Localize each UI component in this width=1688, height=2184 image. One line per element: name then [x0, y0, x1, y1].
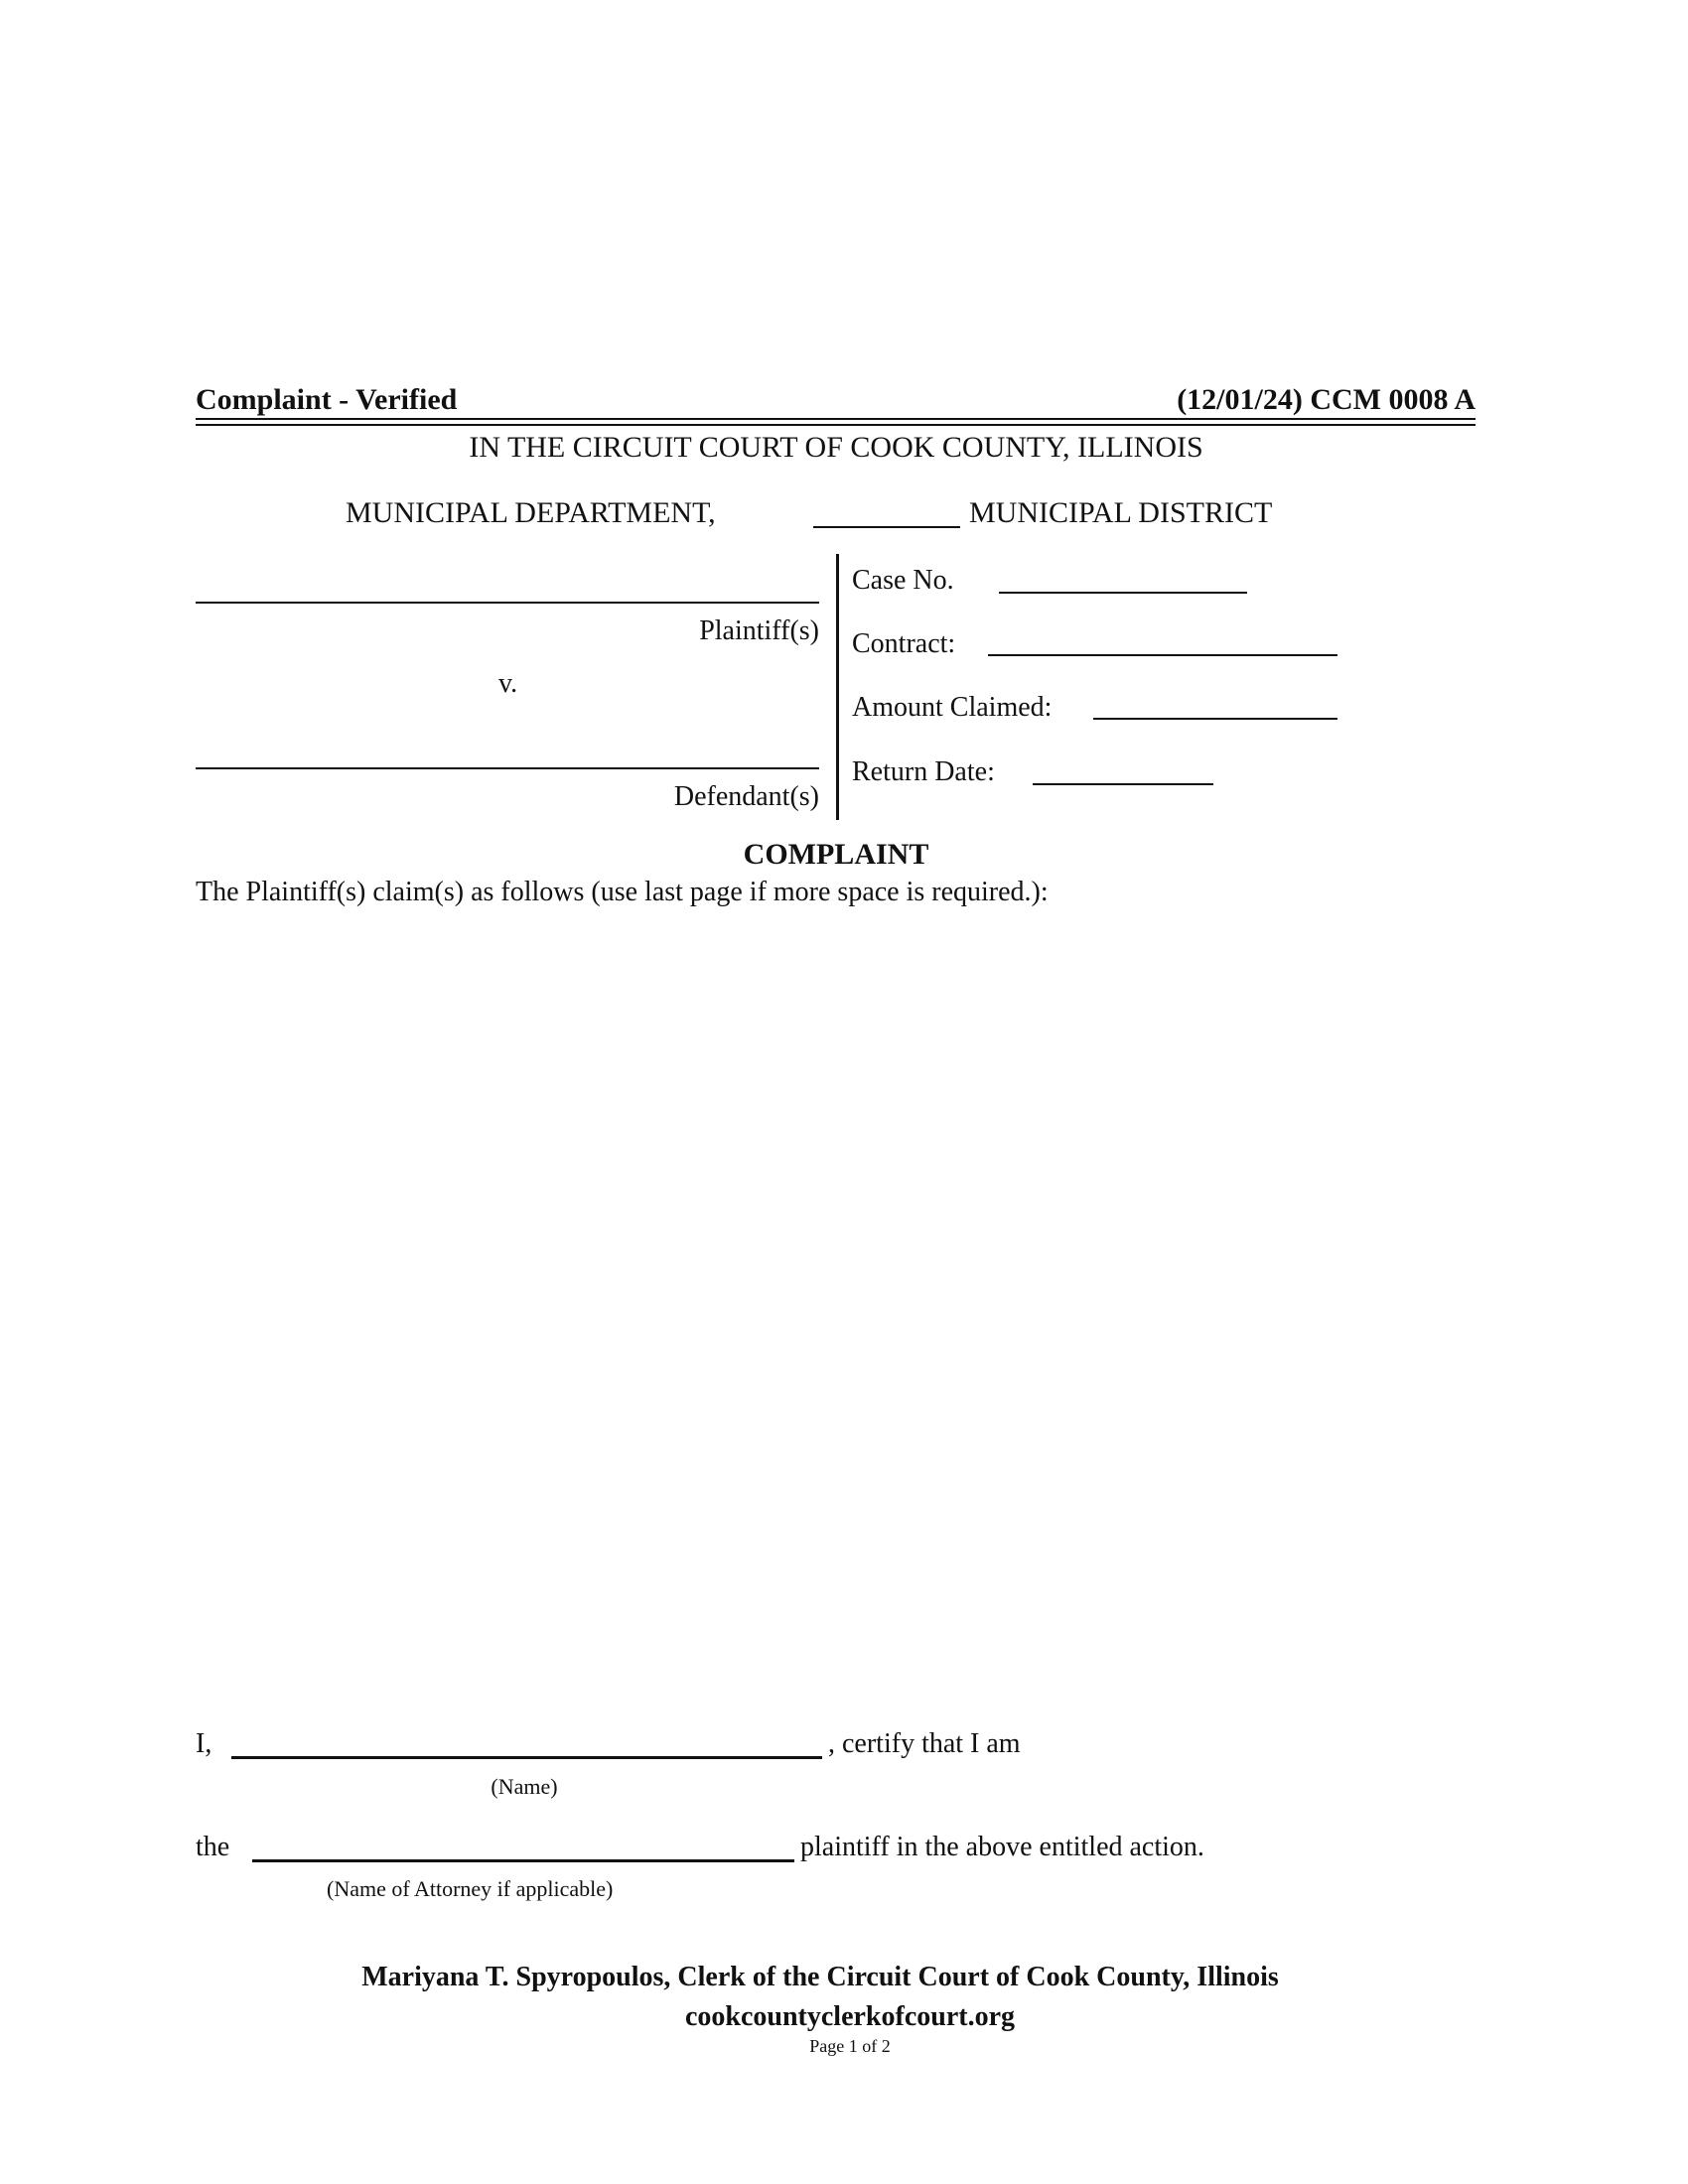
attorney-caption: (Name of Attorney if applicable): [327, 1876, 614, 1901]
plaintiff-action-text: plaintiff in the above entitled action.: [800, 1832, 1204, 1862]
return-date-label: Return Date:: [852, 756, 995, 787]
district-blank[interactable]: [813, 526, 960, 528]
contract-label: Contract:: [852, 628, 956, 659]
certify-suffix: , certify that I am: [828, 1728, 1021, 1759]
form-title: Complaint - Verified: [196, 383, 458, 416]
defendant-label: Defendant(s): [673, 781, 819, 812]
header-rule-bottom: [196, 424, 1476, 426]
website-link[interactable]: cookcountyclerkofcourt.org: [684, 2001, 1016, 2032]
page-number: Page 1 of 2: [809, 2036, 891, 2056]
certify-prefix: I,: [196, 1728, 212, 1759]
complaint-heading: COMPLAINT: [743, 838, 929, 871]
district-label: MUNICIPAL DISTRICT: [969, 496, 1273, 529]
name-caption: (Name): [491, 1774, 558, 1799]
versus-label: v.: [498, 668, 518, 699]
complaint-body-area[interactable]: [196, 923, 1476, 1698]
the-prefix: the: [196, 1832, 230, 1862]
department-label: MUNICIPAL DEPARTMENT,: [346, 496, 716, 529]
contract-field[interactable]: [988, 654, 1337, 656]
case-no-field[interactable]: [999, 592, 1247, 594]
attorney-name-field[interactable]: [252, 1859, 794, 1862]
return-date-field[interactable]: [1033, 783, 1213, 785]
court-title: IN THE CIRCUIT COURT OF COOK COUNTY, ILLINOIS: [469, 431, 1203, 464]
clerk-footer: Mariyana T. Spyropoulos, Clerk of the Circuit Court of Cook County, Illinois: [361, 1962, 1279, 1992]
plaintiff-label: Plaintiff(s): [699, 615, 819, 646]
complaint-intro: The Plaintiff(s) claim(s) as follows (use last page if more space is required.):: [196, 877, 1049, 907]
amount-claimed-field[interactable]: [1093, 718, 1337, 720]
header-rule-top: [196, 418, 1476, 420]
form-code: (12/01/24) CCM 0008 A: [1177, 383, 1476, 416]
caption-divider: [836, 554, 839, 820]
case-no-label: Case No.: [852, 565, 954, 596]
amount-claimed-label: Amount Claimed:: [852, 692, 1053, 723]
defendant-line[interactable]: [196, 767, 819, 769]
plaintiff-line[interactable]: [196, 602, 819, 604]
certifier-name-field[interactable]: [231, 1756, 822, 1759]
